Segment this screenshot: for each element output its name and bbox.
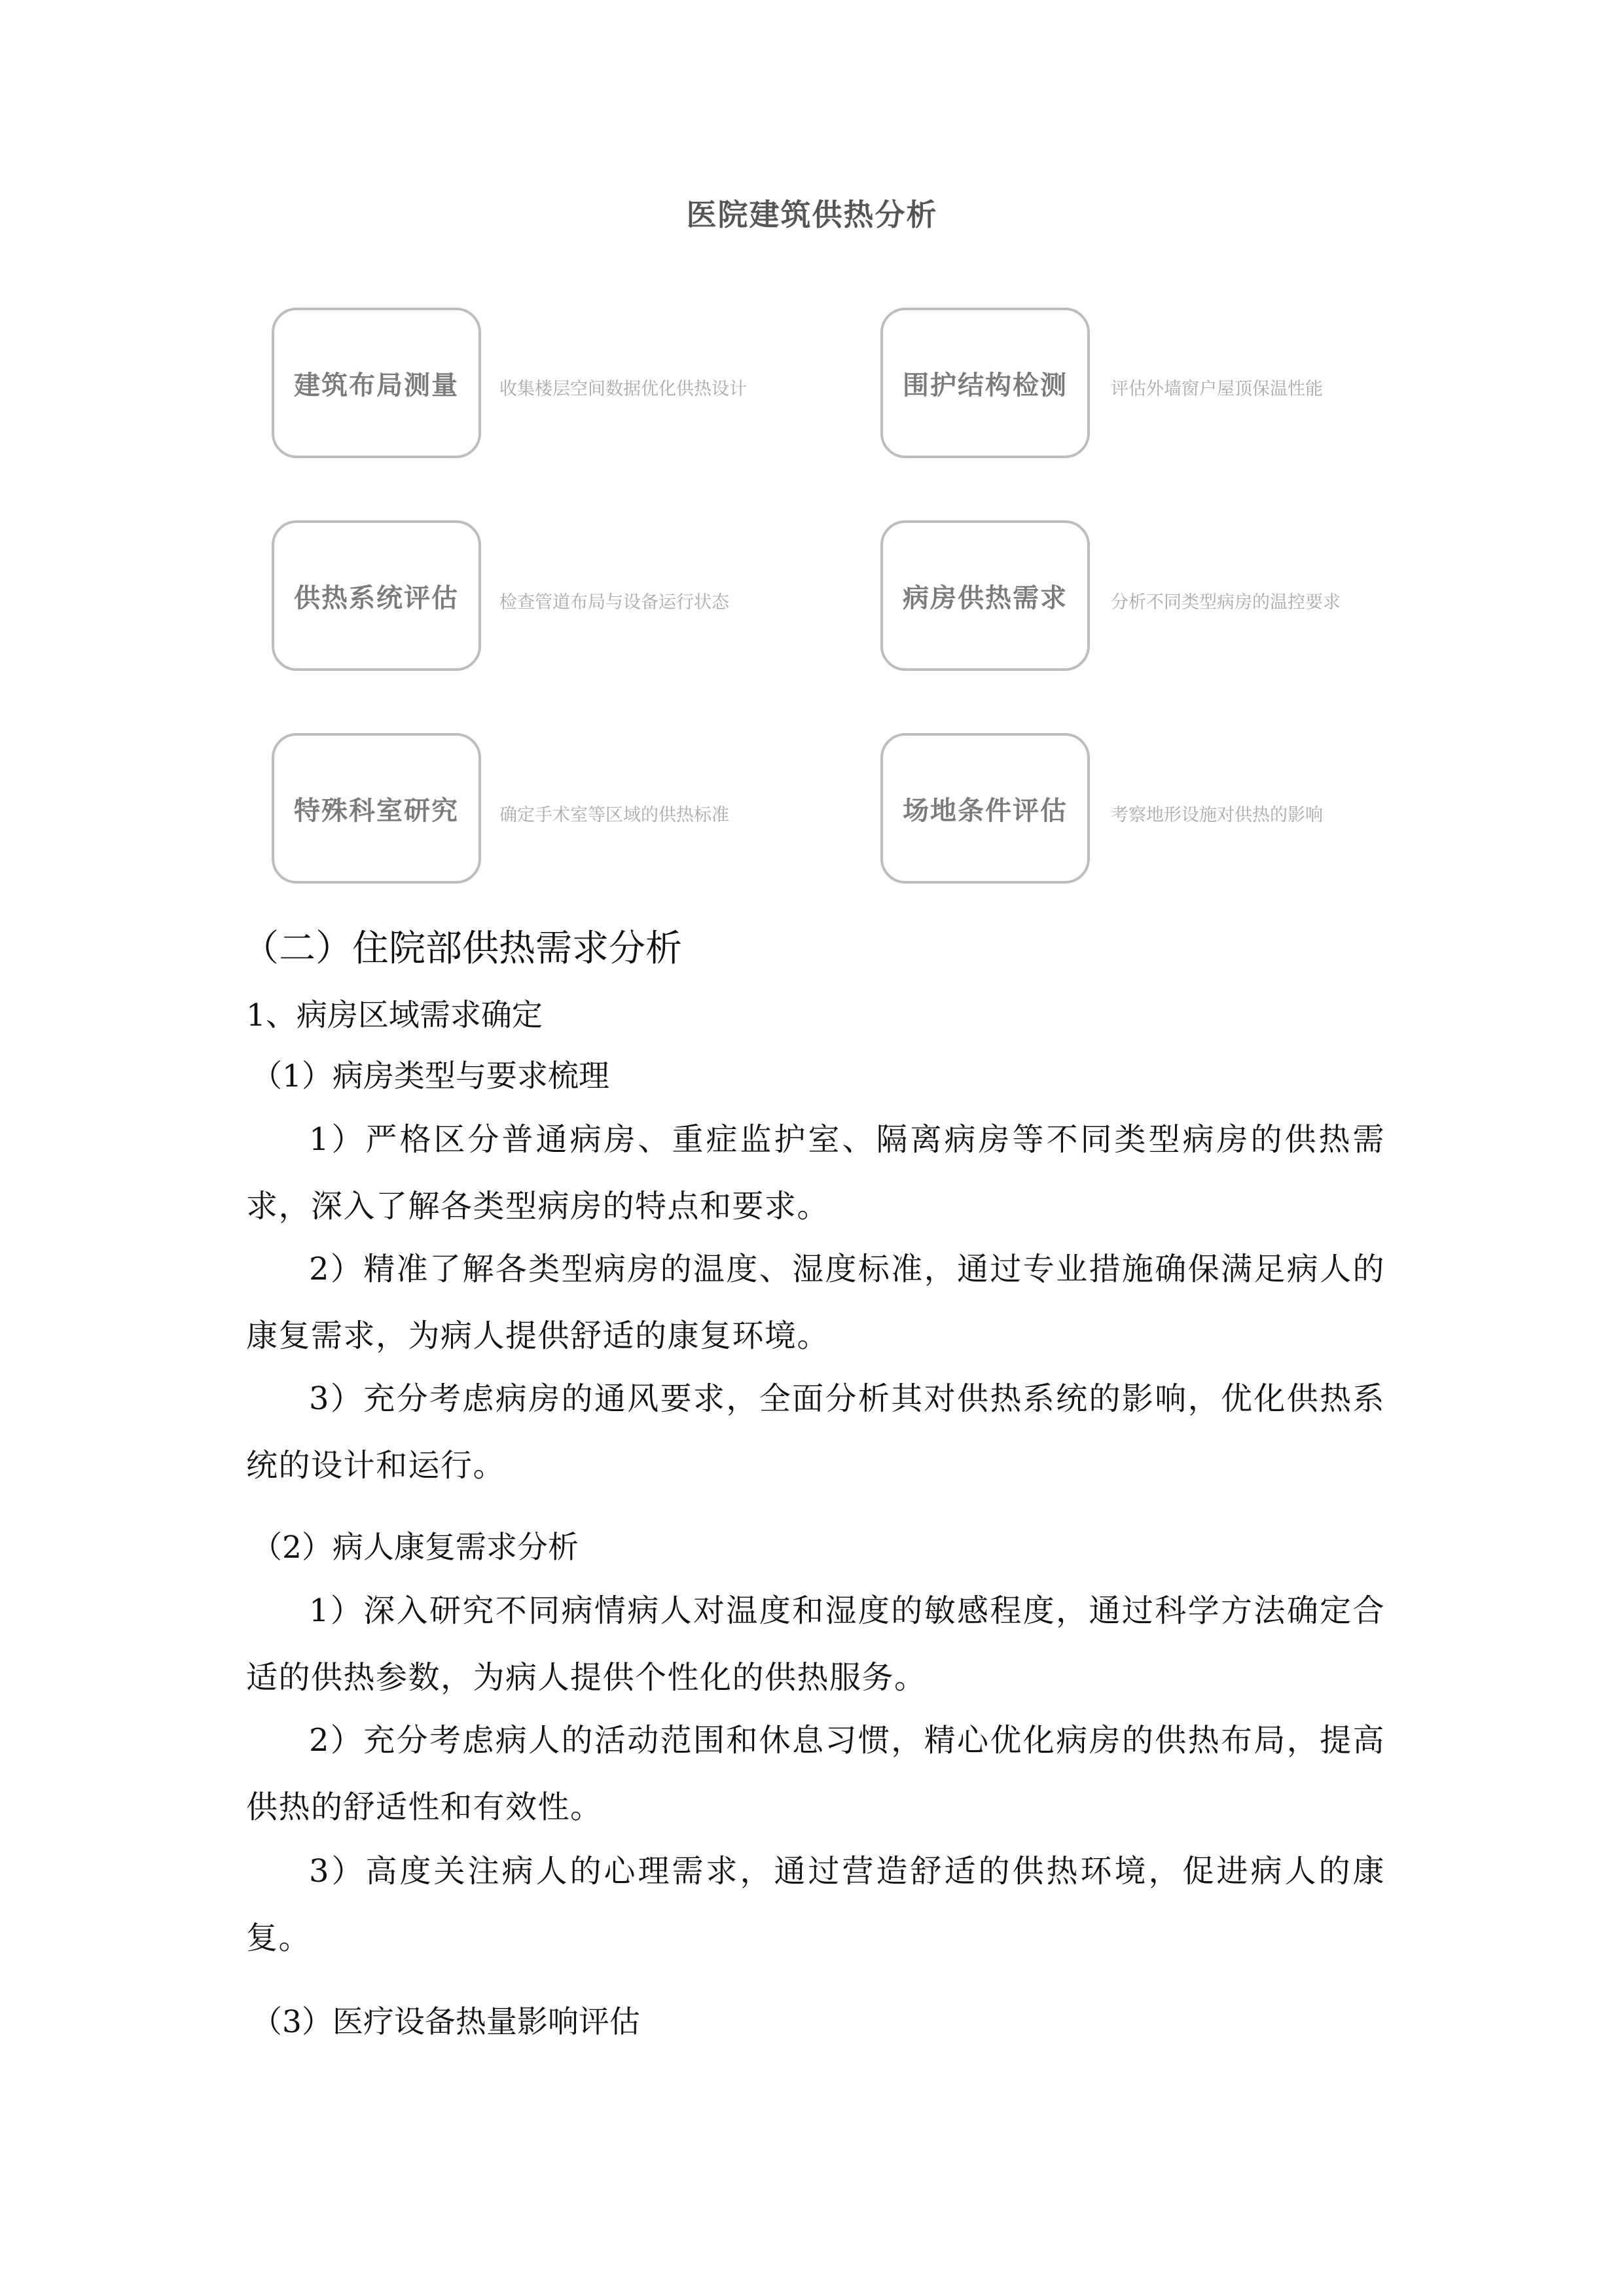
diagram-node-desc: 确定手术室等区域的供热标准 [499, 805, 729, 825]
diagram-node-desc: 检查管道布局与设备运行状态 [499, 592, 729, 613]
paragraph: 3）充分考虑病房的通风要求，全面分析其对供热系统的影响，优化供热系统的设计和运行。 [246, 1380, 1385, 1484]
diagram-node-ward-demand: 病房供热需求 [880, 520, 1090, 671]
paragraph: 1）严格区分普通病房、重症监护室、隔离病房等不同类型病房的供热需求，深入了解各类型病房的特点和要求。 [246, 1121, 1385, 1225]
diagram-node-envelope-inspection: 围护结构检测 [880, 308, 1090, 458]
diagram-node-special-departments: 特殊科室研究 [272, 733, 481, 884]
paragraph: 1）深入研究不同病情病人对温度和湿度的敏感程度，通过科学方法确定合适的供热参数，为病人提供个性化的供热服务。 [246, 1592, 1385, 1696]
diagram-node-site-conditions: 场地条件评估 [880, 733, 1090, 884]
item-heading: （1）病房类型与要求梳理 [251, 1058, 609, 1094]
diagram-node-desc: 收集楼层空间数据优化供热设计 [499, 379, 747, 399]
item-heading: （3）医疗设备热量影响评估 [251, 2004, 640, 2040]
diagram-node-desc: 考察地形设施对供热的影响 [1111, 805, 1323, 825]
diagram-node-heating-system: 供热系统评估 [272, 520, 481, 671]
diagram-node-desc: 评估外墙窗户屋顶保温性能 [1111, 379, 1323, 399]
paragraph: 2）充分考虑病人的活动范围和休息习惯，精心优化病房的供热布局，提高供热的舒适性和有效性。 [246, 1722, 1385, 1825]
diagram-title: 医院建筑供热分析 [686, 197, 938, 232]
item-heading: （2）病人康复需求分析 [251, 1530, 579, 1566]
diagram-node-building-layout: 建筑布局测量 [272, 308, 481, 458]
section-heading: （二）住院部供热需求分析 [242, 927, 682, 970]
subsection-heading: 1、病房区域需求确定 [246, 997, 543, 1033]
paragraph: 3）高度关注病人的心理需求，通过营造舒适的供热环境，促进病人的康复。 [246, 1853, 1385, 1956]
paragraph: 2）精准了解各类型病房的温度、湿度标准，通过专业措施确保满足病人的康复需求，为病人提供舒适的康复环境。 [246, 1251, 1385, 1354]
diagram-node-desc: 分析不同类型病房的温控要求 [1111, 592, 1341, 613]
